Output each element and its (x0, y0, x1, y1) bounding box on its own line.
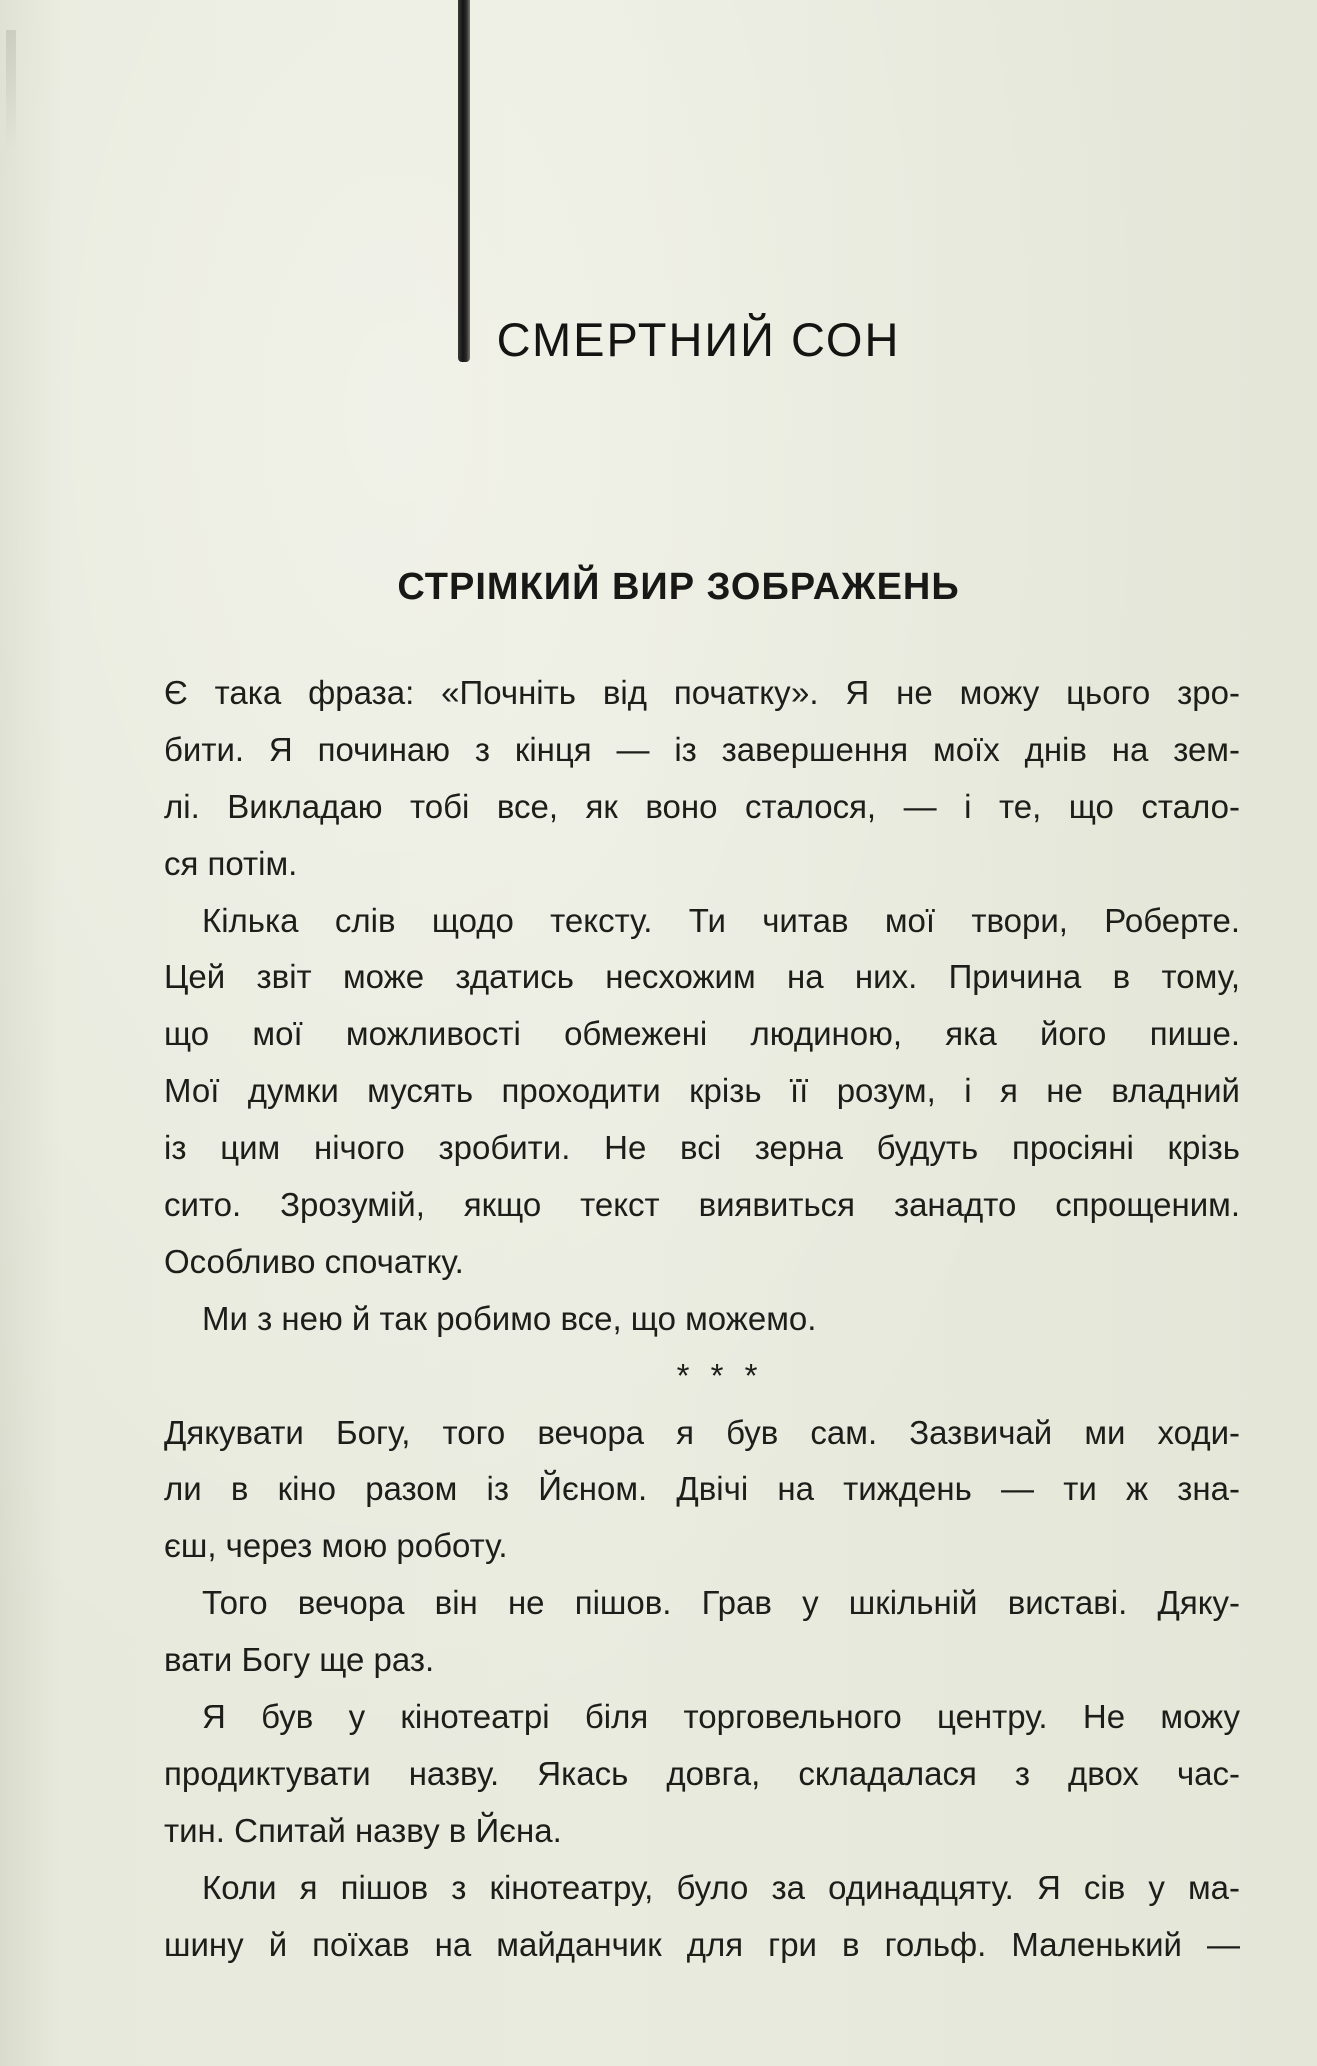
section-separator: * * * (676, 1356, 764, 1394)
text-line: Є така фраза: «Почніть від початку». Я не можу цього зро- (164, 674, 1240, 711)
text-line: сито. Зрозумій, якщо текст виявиться занадто спрощеним. (164, 1186, 1240, 1224)
text-line: єш, через мою роботу. (164, 1527, 508, 1565)
body-text (164, 665, 1240, 1973)
text-line: Коли я пішов з кінотеатру, було за одинадцяту. Я сів у ма- (202, 1868, 1240, 1906)
text-line: Дякувати Богу, того вечора я був сам. Зазвичай ми ходи- (164, 1413, 1240, 1451)
text-line: тин. Спитай назву в Йєна. (164, 1811, 562, 1849)
text-line: Мої думки мусять проходити крізь її розум, і я не владний (164, 1072, 1240, 1110)
text-line: продиктувати назву. Якась довга, складалася з двох час- (164, 1754, 1240, 1792)
page-edge-shadow (6, 30, 16, 150)
text-line: Ми з нею й так робимо все, що можемо. (202, 1299, 817, 1337)
text-line: бити. Я починаю з кінця — із завершення моїх днів на зем- (164, 730, 1240, 768)
text-line: ли в кіно разом із Йєном. Двічі на тиждень — ти ж зна- (164, 1470, 1240, 1508)
text-line: Того вечора він не пішов. Грав у шкільній виставі. Дяку- (202, 1584, 1240, 1622)
text-line: Кілька слів щодо тексту. Ти читав мої твори, Роберте. (202, 901, 1240, 939)
text-line: Цей звіт може здатись несхожим на них. Причина в тому, (164, 958, 1240, 996)
text-line: шину й поїхав на майданчик для гри в гольф. Маленький — (164, 1925, 1240, 1963)
text-line: Я був у кінотеатрі біля торговельного центру. Не можу (202, 1698, 1240, 1736)
section-title: СТРІМКИЙ ВИР ЗОБРАЖЕНЬ (397, 566, 960, 608)
text-line: лі. Викладаю тобі все, як воно сталося, — і те, що стало- (164, 787, 1240, 825)
text-line: вати Богу ще раз. (164, 1641, 435, 1679)
text-line: ся потім. (164, 844, 298, 882)
bookmark-ribbon (458, 0, 470, 362)
text-line: Особливо спочатку. (164, 1242, 464, 1280)
chapter-title: СМЕРТНИЙ СОН (496, 313, 901, 366)
text-line: що мої можливості обмежені людиною, яка його пише. (164, 1015, 1240, 1053)
text-line: із цим нічого зробити. Не всі зерна будуть просіяні крізь (164, 1129, 1240, 1167)
